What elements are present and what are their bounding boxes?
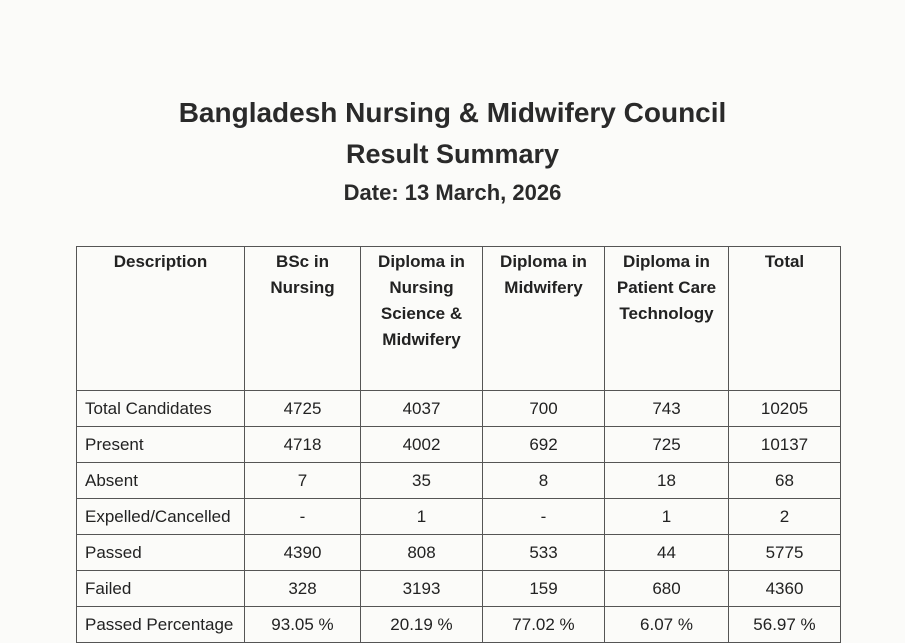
table-cell: 1	[605, 499, 729, 535]
row-label-expelled-cancelled: Expelled/Cancelled	[77, 499, 245, 535]
organization-name: Bangladesh Nursing & Midwifery Council	[178, 97, 727, 128]
table-row	[77, 571, 841, 607]
table-row	[77, 391, 841, 427]
table-cell: 680	[605, 571, 729, 607]
table-row	[77, 427, 841, 463]
table-cell: 5775	[729, 535, 841, 571]
result-summary-table	[76, 246, 841, 643]
table-cell: 4360	[729, 571, 841, 607]
table-cell: 1	[361, 499, 483, 535]
row-label-total-candidates: Total Candidates	[77, 391, 245, 427]
table-cell: 20.19 %	[361, 607, 483, 643]
table-cell: 6.07 %	[605, 607, 729, 643]
column-header-description: Description	[77, 247, 245, 391]
table-cell: 4725	[245, 391, 361, 427]
row-label-passed-percentage: Passed Percentage	[77, 607, 245, 643]
table-cell: 4037	[361, 391, 483, 427]
column-header-diploma-midwifery: Diploma in Midwifery	[483, 247, 605, 391]
table-cell: 77.02 %	[483, 607, 605, 643]
row-label-present: Present	[77, 427, 245, 463]
column-header-bsc-nursing: BSc in Nursing	[245, 247, 361, 391]
table-cell: 8	[483, 463, 605, 499]
table-cell: 18	[605, 463, 729, 499]
table-cell: 700	[483, 391, 605, 427]
table-cell: 328	[245, 571, 361, 607]
table-cell: 4390	[245, 535, 361, 571]
row-label-absent: Absent	[77, 463, 245, 499]
document-title: Result Summary	[345, 139, 560, 169]
table-cell: 692	[483, 427, 605, 463]
column-header-diploma-patient-care: Diploma in Patient Care Technology	[605, 247, 729, 391]
table-cell: 44	[605, 535, 729, 571]
row-label-failed: Failed	[77, 571, 245, 607]
table-row	[77, 463, 841, 499]
table-cell: -	[483, 499, 605, 535]
table-cell: 533	[483, 535, 605, 571]
table-row	[77, 535, 841, 571]
table-cell: 2	[729, 499, 841, 535]
table-cell: 4718	[245, 427, 361, 463]
table-cell: -	[245, 499, 361, 535]
table-cell: 7	[245, 463, 361, 499]
table-cell: 725	[605, 427, 729, 463]
row-label-passed: Passed	[77, 535, 245, 571]
column-header-diploma-nursing-midwifery: Diploma in Nursing Science & Midwifery	[361, 247, 483, 391]
table-cell: 4002	[361, 427, 483, 463]
table-cell: 10205	[729, 391, 841, 427]
table-cell: 3193	[361, 571, 483, 607]
table-header-row	[77, 247, 841, 391]
table-cell: 808	[361, 535, 483, 571]
column-header-total: Total	[729, 247, 841, 391]
table-cell: 93.05 %	[245, 607, 361, 643]
result-date: Date: 13 March, 2026	[343, 180, 562, 205]
table-cell: 68	[729, 463, 841, 499]
table-row	[77, 499, 841, 535]
table-cell: 159	[483, 571, 605, 607]
table-cell: 56.97 %	[729, 607, 841, 643]
table-row	[77, 607, 841, 643]
table-cell: 35	[361, 463, 483, 499]
table-cell: 743	[605, 391, 729, 427]
table-cell: 10137	[729, 427, 841, 463]
